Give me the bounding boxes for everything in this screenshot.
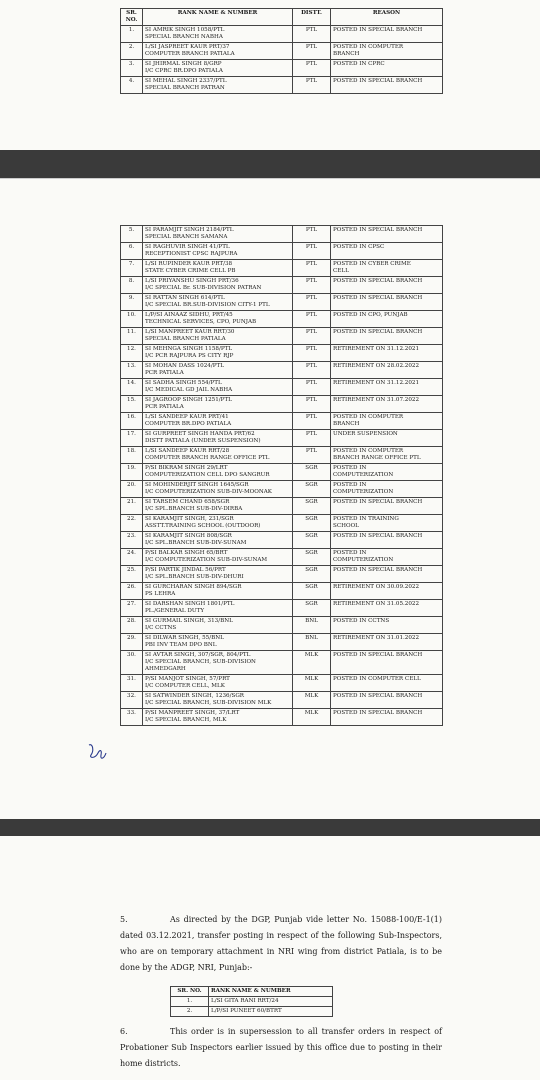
- cell-sr-no: 32.: [121, 692, 143, 709]
- cell-distt: PTL: [293, 345, 331, 362]
- cell-sr-no: 4.: [121, 77, 143, 94]
- table-row: [121, 362, 443, 379]
- cell-rank-name: L/SI PRIYANSHU SINGH PRT/36 I/C SPECIAL Br. SUB-DIVISION PATRAN: [143, 277, 293, 294]
- table-row: [121, 566, 443, 583]
- cell-distt: PTL: [293, 43, 331, 60]
- cell-reason: POSTED IN SPECIAL BRANCH: [331, 651, 443, 675]
- cell-sr-no: 12.: [121, 345, 143, 362]
- header-distt: DISTT.: [293, 9, 331, 26]
- cell-reason: POSTED IN CCTNS: [331, 617, 443, 634]
- cell-rank-name: L/SI GITA RANI RRT/24: [209, 997, 333, 1007]
- cell-rank-name: P/SI BALKAR SINGH 65/BRT I/C COMPUTERIZATION SUB-DIV-SUNAM: [143, 549, 293, 566]
- table-row: [121, 583, 443, 600]
- cell-rank-name: P/SI MANJOT SINGH, 57/PRT I/C COMPUTER CELL, MLK: [143, 675, 293, 692]
- cell-sr-no: 7.: [121, 260, 143, 277]
- cell-sr-no: 31.: [121, 675, 143, 692]
- cell-distt: PTL: [293, 243, 331, 260]
- cell-reason: POSTED IN CPO, PUNJAB: [331, 311, 443, 328]
- table-row: [121, 294, 443, 311]
- cell-reason: POSTED IN SPECIAL BRANCH: [331, 328, 443, 345]
- initials-signature: [86, 741, 108, 763]
- cell-sr-no: 33.: [121, 709, 143, 726]
- header-sr-no: SR. NO.: [171, 987, 209, 997]
- cell-rank-name: L/P/SI PUNEET 60/BTRT: [209, 1007, 333, 1017]
- cell-rank-name: SI MOHAN DASS 1024/PTL PCR PATIALA: [143, 362, 293, 379]
- cell-rank-name: P/SI MANPREET SINGH, 37/LRT I/C SPECIAL BRANCH, MLK: [143, 709, 293, 726]
- cell-reason: POSTED IN COMPUTERIZATION: [331, 464, 443, 481]
- cell-distt: PTL: [293, 60, 331, 77]
- table-row: [121, 413, 443, 430]
- cell-rank-name: SI MEHAL SINGH 2337/PTL SPECIAL BRANCH PATRAN: [143, 77, 293, 94]
- cell-rank-name: SI AVTAR SINGH, 307/SGR, 804/PTL I/C SPECIAL BRANCH, SUB-DIVISION AHMEDGARH: [143, 651, 293, 675]
- cell-rank-name: SI JAGROOP SINGH 1251/PTL PCR PATIALA: [143, 396, 293, 413]
- cell-sr-no: 30.: [121, 651, 143, 675]
- table-row: [121, 77, 443, 94]
- cell-distt: PTL: [293, 430, 331, 447]
- cell-distt: PTL: [293, 362, 331, 379]
- cell-distt: PTL: [293, 379, 331, 396]
- cell-rank-name: SI PARAMJIT SINGH 2184/PTL SPECIAL BRANCH SAMANA: [143, 226, 293, 243]
- cell-reason: POSTED IN TRAINING SCHOOL: [331, 515, 443, 532]
- cell-distt: SGR: [293, 498, 331, 515]
- cell-distt: SGR: [293, 583, 331, 600]
- cell-reason: POSTED IN CPSC: [331, 243, 443, 260]
- cell-sr-no: 17.: [121, 430, 143, 447]
- cell-distt: BNL: [293, 617, 331, 634]
- cell-reason: POSTED IN SPECIAL BRANCH: [331, 294, 443, 311]
- table-row: [121, 634, 443, 651]
- cell-rank-name: L/SI SANDEEP KAUR PRT/41 COMPUTER BR.DPO PATIALA: [143, 413, 293, 430]
- cell-sr-no: 23.: [121, 532, 143, 549]
- cell-sr-no: 27.: [121, 600, 143, 617]
- table-row: [121, 243, 443, 260]
- cell-rank-name: SI MEHNGA SINGH 1158/PTL I/C PCR RAJPURA PS CITY RJP: [143, 345, 293, 362]
- cell-rank-name: SI JHIRMAL SINGH 8/GRP I/C CPRC BR.DPO PATIALA: [143, 60, 293, 77]
- cell-distt: PTL: [293, 328, 331, 345]
- table-row: [121, 709, 443, 726]
- cell-reason: POSTED IN SPECIAL BRANCH: [331, 226, 443, 243]
- cell-reason: POSTED IN COMPUTER CELL: [331, 675, 443, 692]
- table-row: [121, 447, 443, 464]
- cell-reason: POSTED IN COMPUTERIZATION: [331, 481, 443, 498]
- cell-rank-name: SI RAGHUVIR SINGH 41/PTL RECEPTIONIST CPSC RAJPURA: [143, 243, 293, 260]
- table-row: [121, 226, 443, 243]
- cell-rank-name: SI SATWINDER SINGH, 1236/SGR I/C SPECIAL BRANCH, SUB-DIVISION MLK: [143, 692, 293, 709]
- table-row: [121, 549, 443, 566]
- cell-distt: PTL: [293, 260, 331, 277]
- cell-rank-name: SI DARSHAN SINGH 1801/PTL PL./GENERAL DUTY: [143, 600, 293, 617]
- table-row: [171, 997, 333, 1007]
- table-row: [121, 60, 443, 77]
- table-row: [121, 692, 443, 709]
- cell-rank-name: SI GURCHARAN SINGH 894/SGR PS LEHRA: [143, 583, 293, 600]
- table-row: [121, 600, 443, 617]
- table-row: [121, 379, 443, 396]
- cell-reason: POSTED IN COMPUTER BRANCH RANGE OFFICE PTL: [331, 447, 443, 464]
- cell-reason: RETIREMENT ON 31.12.2021: [331, 345, 443, 362]
- header-rank-name: RANK NAME & NUMBER: [143, 9, 293, 26]
- cell-sr-no: 9.: [121, 294, 143, 311]
- cell-rank-name: L/P/SI AINAAZ SIDHU, PRT/45 TECHNICAL SERVICES, CPO, PUNJAB: [143, 311, 293, 328]
- transfer-table-1: [120, 8, 443, 94]
- cell-distt: PTL: [293, 226, 331, 243]
- cell-distt: SGR: [293, 515, 331, 532]
- header-reason: REASON: [331, 9, 443, 26]
- cell-sr-no: 10.: [121, 311, 143, 328]
- cell-distt: SGR: [293, 566, 331, 583]
- cell-distt: PTL: [293, 277, 331, 294]
- page-1: [0, 0, 540, 150]
- cell-reason: POSTED IN COMPUTER BRANCH: [331, 413, 443, 430]
- table-row: [121, 532, 443, 549]
- cell-sr-no: 29.: [121, 634, 143, 651]
- cell-sr-no: 16.: [121, 413, 143, 430]
- paragraph-text: This order is in supersession to all transfer orders in respect of Probationer Sub Inspectors earlier issued by this office due to posting in their home districts.: [120, 1027, 442, 1068]
- cell-sr-no: 24.: [121, 549, 143, 566]
- cell-sr-no: 8.: [121, 277, 143, 294]
- cell-rank-name: L/SI RUPINDER KAUR PRT/38 STATE CYBER CRIME CELL PB: [143, 260, 293, 277]
- cell-distt: PTL: [293, 413, 331, 430]
- cell-sr-no: 3.: [121, 60, 143, 77]
- cell-sr-no: 22.: [121, 515, 143, 532]
- table-row: [121, 515, 443, 532]
- cell-distt: PTL: [293, 294, 331, 311]
- cell-distt: SGR: [293, 600, 331, 617]
- cell-distt: MLK: [293, 651, 331, 675]
- cell-sr-no: 19.: [121, 464, 143, 481]
- cell-reason: POSTED IN SPECIAL BRANCH: [331, 277, 443, 294]
- table-row: [121, 260, 443, 277]
- table-row: [121, 651, 443, 675]
- cell-sr-no: 14.: [121, 379, 143, 396]
- table-row: [121, 311, 443, 328]
- paragraph-6: [120, 1024, 442, 1072]
- cell-reason: POSTED IN SPECIAL BRANCH: [331, 692, 443, 709]
- table-row: [121, 345, 443, 362]
- cell-rank-name: P/SI BIKRAM SINGH 29/LRT COMPUTERIZATION CELL DPO SANGRUR: [143, 464, 293, 481]
- cell-distt: PTL: [293, 26, 331, 43]
- table-row: [121, 26, 443, 43]
- table-row: [121, 396, 443, 413]
- header-sr-no: SR. NO.: [121, 9, 143, 26]
- cell-sr-no: 2.: [171, 1007, 209, 1017]
- cell-distt: MLK: [293, 675, 331, 692]
- cell-sr-no: 1.: [121, 26, 143, 43]
- transfer-table-2: [120, 225, 443, 726]
- cell-reason: UNDER SUSPENSION: [331, 430, 443, 447]
- cell-rank-name: L/SI SANDEEP KAUR RRT/28 COMPUTER BRANCH RANGE OFFICE PTL: [143, 447, 293, 464]
- cell-reason: RETIREMENT ON 31.01.2022: [331, 634, 443, 651]
- cell-distt: MLK: [293, 692, 331, 709]
- cell-reason: POSTED IN SPECIAL BRANCH: [331, 709, 443, 726]
- cell-reason: POSTED IN CPRC: [331, 60, 443, 77]
- cell-distt: SGR: [293, 532, 331, 549]
- cell-reason: POSTED IN SPECIAL BRANCH: [331, 532, 443, 549]
- cell-reason: RETIREMENT ON 31.07.2022: [331, 396, 443, 413]
- cell-sr-no: 25.: [121, 566, 143, 583]
- page-3: [0, 836, 540, 1080]
- nri-table: [170, 986, 333, 1017]
- table-row: [121, 328, 443, 345]
- cell-sr-no: 26.: [121, 583, 143, 600]
- cell-sr-no: 18.: [121, 447, 143, 464]
- cell-reason: RETIREMENT ON 31.12.2021: [331, 379, 443, 396]
- table-header-row: [171, 987, 333, 997]
- cell-distt: PTL: [293, 311, 331, 328]
- table-row: [121, 617, 443, 634]
- paragraph-number: 5.: [120, 915, 128, 924]
- cell-rank-name: SI AMRIK SINGH 1058/PTL SPECIAL BRANCH NABHA: [143, 26, 293, 43]
- table-row: [121, 277, 443, 294]
- cell-distt: SGR: [293, 481, 331, 498]
- table-row: [171, 1007, 333, 1017]
- page-2: [0, 178, 540, 819]
- cell-rank-name: SI DILWAR SINGH, 55/BNL PBI INV TEAM DPO BNL: [143, 634, 293, 651]
- cell-sr-no: 13.: [121, 362, 143, 379]
- cell-reason: POSTED IN COMPUTER BRANCH: [331, 43, 443, 60]
- cell-reason: POSTED IN SPECIAL BRANCH: [331, 498, 443, 515]
- cell-sr-no: 28.: [121, 617, 143, 634]
- cell-reason: POSTED IN COMPUTERIZATION: [331, 549, 443, 566]
- cell-reason: RETIREMENT ON 28.02.2022: [331, 362, 443, 379]
- paragraph-text: As directed by the DGP, Punjab vide letter No. 15088-100/E-1(1) dated 03.12.2021, transfer posting in respect of the following Sub-Inspectors, who are on temporary attachment in NRI wing from district Patiala, is to be done by the ADGP, NRI, Punjab:-: [120, 915, 442, 972]
- cell-distt: PTL: [293, 77, 331, 94]
- cell-reason: RETIREMENT ON 30.09.2022: [331, 583, 443, 600]
- cell-sr-no: 5.: [121, 226, 143, 243]
- table-row: [121, 498, 443, 515]
- table-row: [121, 675, 443, 692]
- cell-distt: MLK: [293, 709, 331, 726]
- cell-sr-no: 21.: [121, 498, 143, 515]
- cell-rank-name: L/SI MANPREET KAUR RRT/30 SPECIAL BRANCH PATIALA: [143, 328, 293, 345]
- cell-sr-no: 15.: [121, 396, 143, 413]
- cell-sr-no: 20.: [121, 481, 143, 498]
- table-row: [121, 430, 443, 447]
- cell-reason: POSTED IN CYBER CRIME CELL: [331, 260, 443, 277]
- cell-sr-no: 6.: [121, 243, 143, 260]
- cell-distt: PTL: [293, 396, 331, 413]
- cell-rank-name: SI MOHINDERJIT SINGH 1645/SGR I/C COMPUTERIZATION SUB-DIV-MOONAK: [143, 481, 293, 498]
- cell-rank-name: SI GURPREET SINGH HANDA PRT/62 DISTT PATIALA (UNDER SUSPENSION): [143, 430, 293, 447]
- cell-rank-name: SI KARAMJIT SINGH, 231/SGR ASSTT.TRAINING SCHOOL (OUTDOOR): [143, 515, 293, 532]
- cell-reason: POSTED IN SPECIAL BRANCH: [331, 26, 443, 43]
- cell-distt: PTL: [293, 447, 331, 464]
- cell-rank-name: SI TARSEM CHAND 658/SGR I/C SPL.BRANCH SUB-DIV-DIRBA: [143, 498, 293, 515]
- cell-sr-no: 1.: [171, 997, 209, 1007]
- table-row: [121, 481, 443, 498]
- cell-distt: SGR: [293, 549, 331, 566]
- cell-reason: RETIREMENT ON 31.05.2022: [331, 600, 443, 617]
- cell-distt: BNL: [293, 634, 331, 651]
- cell-distt: SGR: [293, 464, 331, 481]
- cell-sr-no: 2.: [121, 43, 143, 60]
- table-header-row: [121, 9, 443, 26]
- paragraph-5: [120, 912, 442, 976]
- cell-reason: POSTED IN SPECIAL BRANCH: [331, 77, 443, 94]
- cell-sr-no: 11.: [121, 328, 143, 345]
- table-row: [121, 464, 443, 481]
- cell-rank-name: SI KARAMJIT SINGH 808/SGR I/C SPL.BRANCH SUB-DIV-SUNAM: [143, 532, 293, 549]
- header-rank-name: RANK NAME & NUMBER: [209, 987, 333, 997]
- cell-rank-name: SI GURMAIL SINGH, 313/BNL I/C CCTNS: [143, 617, 293, 634]
- cell-rank-name: SI SADHA SINGH 554/PTL I/C MEDICAL GD JAIL NABHA: [143, 379, 293, 396]
- cell-rank-name: P/SI PARTIK JINDAL 56/PRT I/C SPL.BRANCH SUB-DIV-DHURI: [143, 566, 293, 583]
- cell-reason: POSTED IN SPECIAL BRANCH: [331, 566, 443, 583]
- paragraph-number: 6.: [120, 1027, 128, 1036]
- cell-rank-name: L/SI JASPREET KAUR PRT/37 COMPUTER BRANCH PATIALA: [143, 43, 293, 60]
- cell-rank-name: SI RATTAN SINGH 614/PTL I/C SPECIAL BR.SUB-DIVISION CITY-1 PTL: [143, 294, 293, 311]
- table-row: [121, 43, 443, 60]
